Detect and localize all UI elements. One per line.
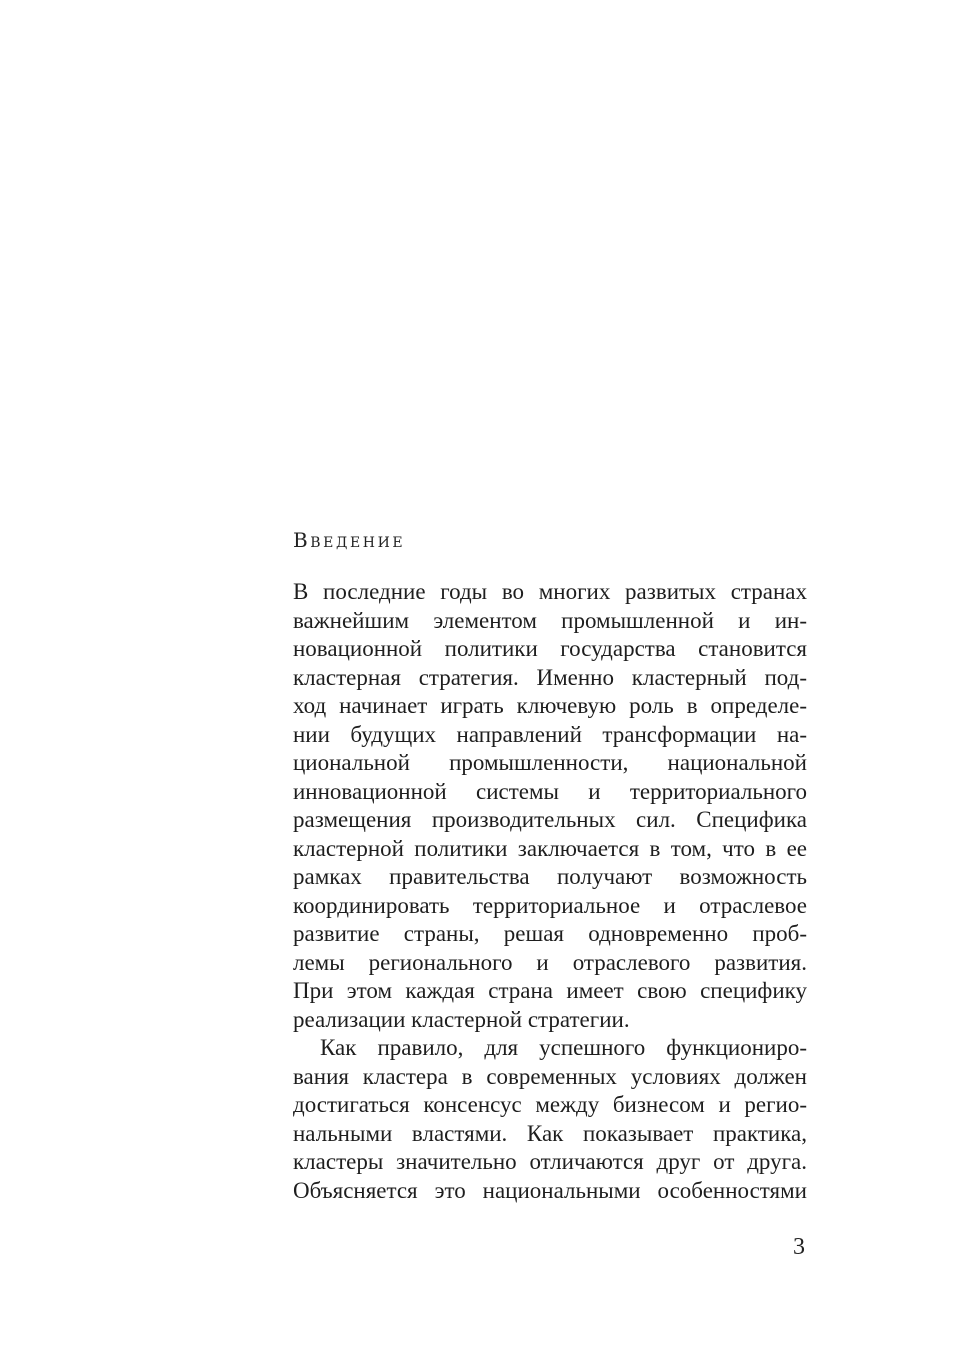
text-line: нии будущих направлений трансформации на- (293, 721, 807, 747)
text-line: лемы регионального и отраслевого развития. (293, 949, 807, 975)
text-line: При этом каждая страна имеет свою специфику (293, 978, 807, 1003)
text-line: новационной политики государства становится (293, 636, 807, 661)
text-line: развитие страны, решая одновременно проб- (293, 921, 807, 946)
text-line: реализации кластерной стратегии. (293, 1006, 630, 1032)
text-line: кластерной политики заключается в том, что в ее (293, 835, 807, 861)
text-line: ход начинает играть ключевую роль в определе- (293, 693, 807, 718)
text-line: кластерная стратегия. Именно кластерный под- (293, 664, 807, 690)
text-line: размещения производительных сил. Специфика (293, 807, 807, 832)
text-line: Объясняется это национальными особенностями (293, 1177, 807, 1203)
text-line: рамках правительства получают возможность (293, 864, 807, 889)
text-line: кластеры значительно отличаются друг от друга. (293, 1149, 807, 1174)
page-number: 3 (793, 1234, 805, 1260)
text-line: вания кластера в современных условиях должен (293, 1063, 807, 1089)
paragraph-2 (293, 1034, 807, 1205)
text-line: В последние годы во многих развитых странах (293, 579, 807, 604)
body-text (293, 578, 807, 1205)
text-line: инновационной системы и территориального (293, 778, 807, 804)
text-line: циональной промышленности, национальной (293, 750, 807, 775)
text-line: нальными властями. Как показывает практика, (293, 1120, 807, 1146)
paragraph-1 (293, 578, 807, 1034)
text-line: достигаться консенсус между бизнесом и регио- (293, 1092, 807, 1117)
text-line: координировать территориальное и отраслевое (293, 892, 807, 918)
section-heading: Введение (293, 528, 406, 552)
text-line: Как правило, для успешного функциониро- (320, 1035, 807, 1060)
text-line: важнейшим элементом промышленной и ин- (293, 607, 807, 633)
